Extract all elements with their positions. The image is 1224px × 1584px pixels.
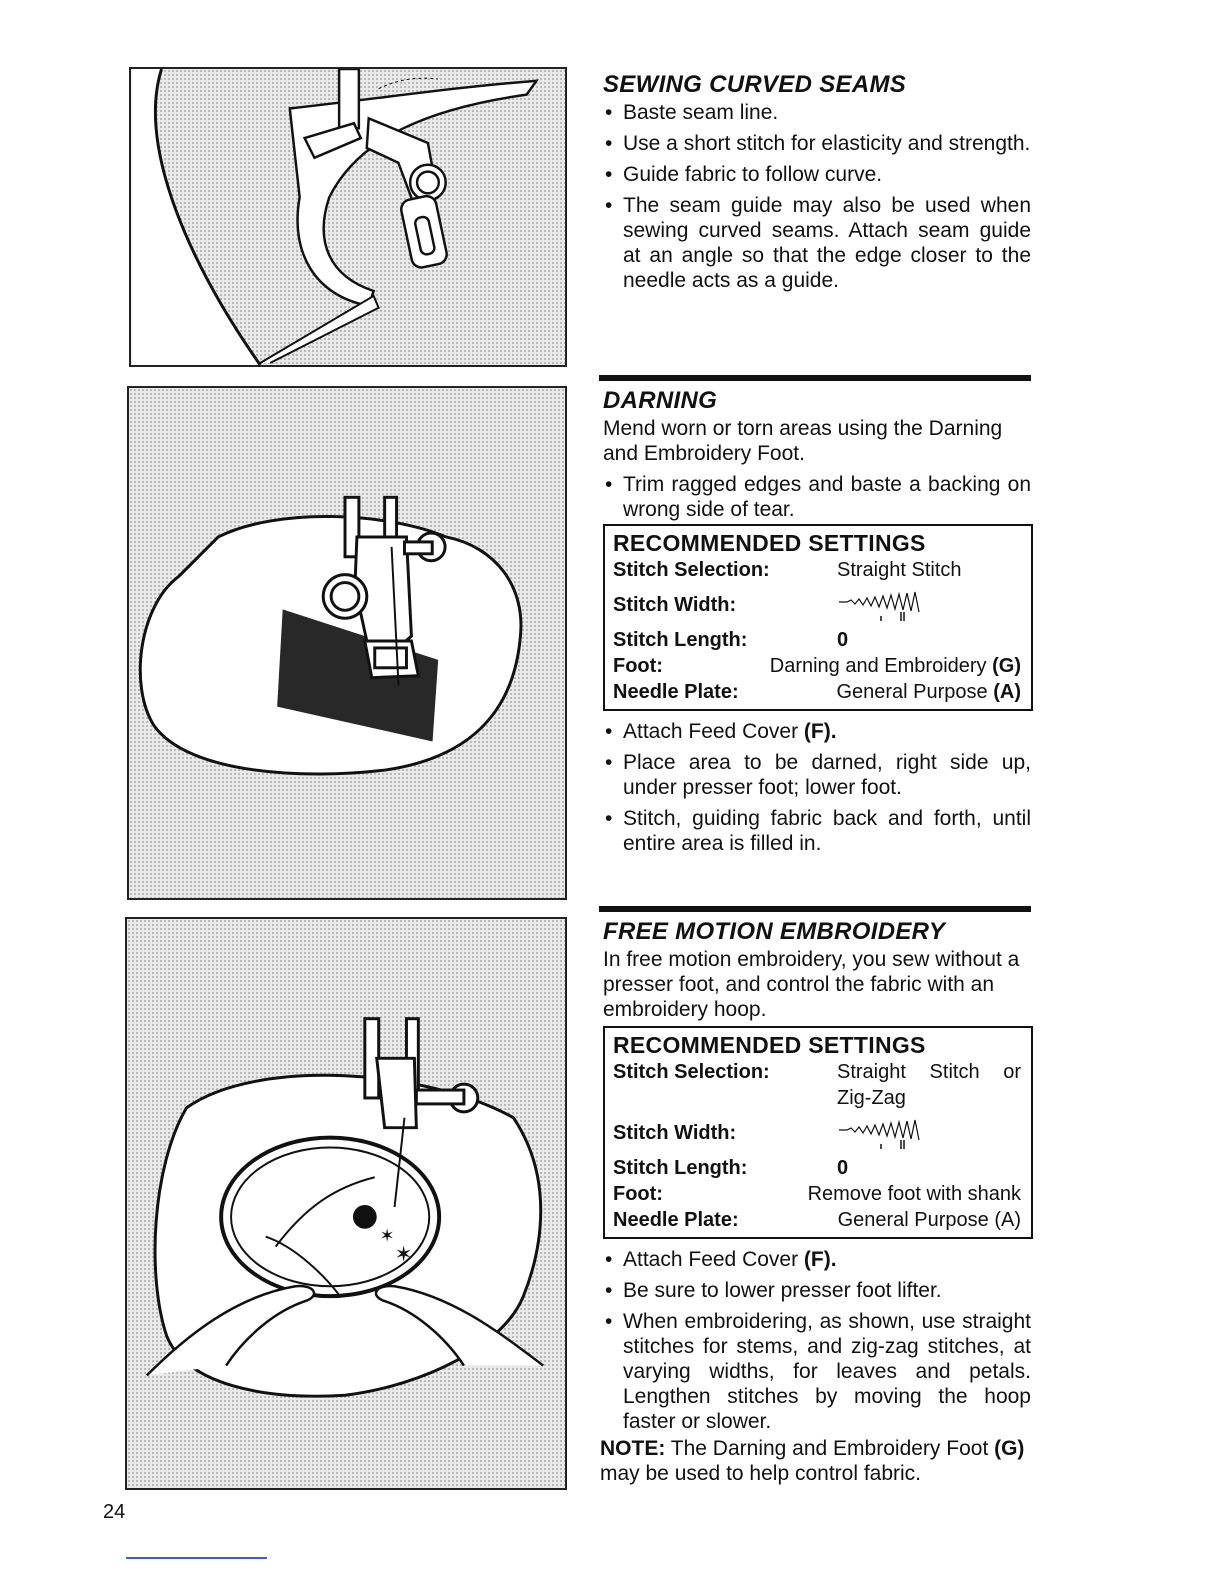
- setting-value: Straight Stitch: [837, 559, 962, 581]
- settings-row-selection: [613, 557, 1021, 583]
- embroidery-drawing: [127, 919, 565, 1488]
- settings-row-width: [613, 583, 1021, 627]
- list-item: • Guide fabric to follow curve.: [603, 162, 1031, 187]
- setting-code: (A): [993, 681, 1021, 703]
- settings-row-plate: [613, 1207, 1021, 1233]
- settings-heading: RECOMMENDED SETTINGS: [613, 530, 926, 556]
- setting-value: General Purpose (A): [837, 1209, 1021, 1231]
- list-item: • Use a short stitch for elasticity and strength.: [603, 131, 1031, 156]
- section-divider: [599, 375, 1031, 381]
- darning-list-post: [603, 719, 1031, 856]
- curved-seams-list: [603, 100, 1031, 293]
- list-item: • Stitch, guiding fabric back and forth, until entire area is filled in.: [603, 806, 1031, 856]
- settings-row-plate: [613, 679, 1021, 705]
- darning-intro: Mend worn or torn areas using the Darning and Embroidery Foot.: [603, 417, 1003, 465]
- settings-row-foot: [613, 653, 1021, 679]
- darning-title: DARNING: [603, 387, 718, 414]
- embroidery-title: FREE MOTION EMBROIDERY: [603, 918, 946, 945]
- setting-value-wrap: [770, 653, 1021, 679]
- embroidery-illustration: [125, 917, 567, 1490]
- settings-heading: RECOMMENDED SETTINGS: [613, 1032, 926, 1058]
- embroidery-section: [600, 917, 1031, 1486]
- footer-line: [126, 1557, 267, 1559]
- page-number: 24: [103, 1501, 126, 1523]
- setting-value: 0: [837, 1157, 849, 1179]
- setting-label: Stitch Width:: [613, 594, 737, 616]
- list-item-code: (F).: [803, 720, 837, 743]
- setting-code: (G): [992, 655, 1021, 677]
- setting-label: Stitch Selection:: [613, 1061, 770, 1083]
- setting-label: Stitch Length:: [613, 1157, 748, 1179]
- darning-drawing: [129, 388, 565, 898]
- setting-label: Needle Plate:: [613, 681, 739, 703]
- embroidery-list: [603, 1247, 1031, 1434]
- darning-list-pre: [603, 472, 1031, 522]
- stitch-width-gauge-icon: [837, 1110, 1021, 1157]
- curved-seams-title: SEWING CURVED SEAMS: [603, 71, 907, 98]
- stitch-width-gauge-icon: [837, 582, 1021, 629]
- embroidery-intro: In free motion embroidery, you sew without a presser foot, and control the fabric with an embroidery hoop.: [603, 948, 1020, 1021]
- curved-seam-drawing: [131, 69, 565, 365]
- setting-value: Remove foot with shank: [807, 1183, 1021, 1205]
- darning-settings-box: [603, 524, 1033, 711]
- note-label: NOTE:: [600, 1437, 666, 1460]
- settings-row-length: [613, 1155, 1021, 1181]
- list-item: • Baste seam line.: [603, 100, 1031, 125]
- list-item-code: (F).: [803, 1248, 837, 1271]
- setting-value: General Purpose: [836, 681, 988, 703]
- setting-label: Stitch Width:: [613, 1122, 737, 1144]
- list-item-text: Attach Feed Cover: [623, 1248, 804, 1271]
- setting-value-wrap: [837, 1059, 1021, 1111]
- setting-label: Stitch Length:: [613, 629, 748, 651]
- note-text: may be used to help control fabric.: [600, 1462, 922, 1485]
- section-divider: [599, 906, 1031, 912]
- note-code: (G): [994, 1437, 1025, 1460]
- setting-value: Zig-Zag: [837, 1087, 906, 1109]
- setting-value: Straight Stitch or: [837, 1061, 1021, 1083]
- settings-row-selection: [613, 1059, 1021, 1111]
- setting-label: Foot:: [613, 1183, 663, 1205]
- setting-label: Foot:: [613, 655, 663, 677]
- setting-label: Needle Plate:: [613, 1209, 739, 1231]
- darning-illustration: [127, 386, 567, 900]
- curved-seam-illustration: [129, 67, 567, 367]
- settings-row-length: [613, 627, 1021, 653]
- curved-seams-section: [603, 70, 1031, 299]
- list-item: • Be sure to lower presser foot lifter.: [603, 1278, 1031, 1303]
- darning-section: [603, 386, 1031, 862]
- setting-value-wrap: [836, 679, 1021, 705]
- embroidery-note: [600, 1436, 1031, 1486]
- list-item: • Place area to be darned, right side up, under presser foot; lower foot.: [603, 750, 1031, 800]
- embroidery-settings-box: [603, 1026, 1033, 1239]
- settings-row-foot: [613, 1181, 1021, 1207]
- note-text: The Darning and Embroidery Foot: [665, 1437, 995, 1460]
- svg-text:✶: ✶: [379, 1225, 395, 1247]
- settings-row-width: [613, 1111, 1021, 1155]
- list-item: • Trim ragged edges and baste a backing on wrong side of tear.: [603, 472, 1031, 522]
- setting-value: 0: [837, 629, 849, 651]
- svg-text:✶: ✶: [394, 1242, 413, 1268]
- list-item: [603, 1247, 1031, 1272]
- list-item: • When embroidering, as shown, use straight stitches for stems, and zig-zag stitches, at varying widths, for leaves and petals. Lengthen stitches by moving the hoop faster or slower.: [603, 1309, 1031, 1434]
- list-item-text: Attach Feed Cover: [623, 720, 804, 743]
- list-item: [603, 719, 1031, 744]
- setting-label: Stitch Selection:: [613, 559, 770, 581]
- setting-value: Darning and Embroidery: [769, 655, 987, 677]
- list-item: • The seam guide may also be used when sewing curved seams. Attach seam guide at an angle so that the edge closer to the needle acts as a guide.: [603, 193, 1031, 293]
